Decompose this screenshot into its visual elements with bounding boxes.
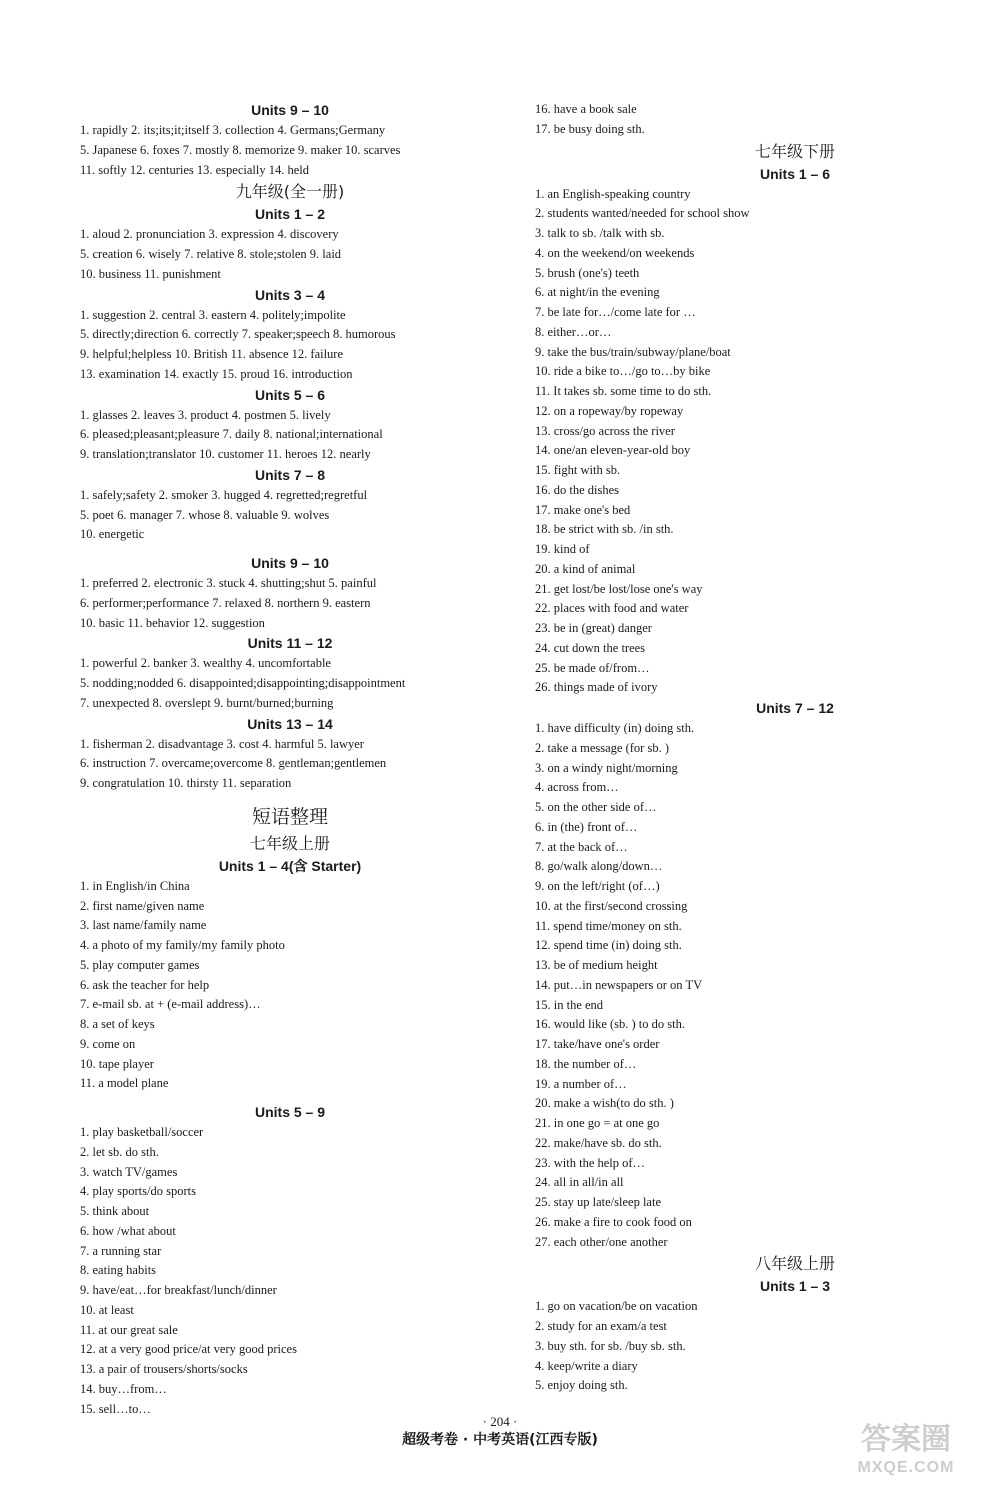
answer-line: 4. keep/write a diary [535, 1358, 638, 1373]
answer-line: 1. in English/in China [80, 878, 190, 893]
answer-line: 8. go/walk along/down… [535, 859, 663, 874]
watermark-cn-text: 答案圈 [861, 1422, 951, 1457]
answer-line: 12. on a ropeway/by ropeway [535, 403, 684, 418]
answer-line: 10. energetic [80, 527, 145, 542]
right-column [535, 100, 955, 1396]
answer-line: 1. glasses 2. leaves 3. product 4. postmen 5. lively [80, 407, 331, 422]
answer-line: 11. softly 12. centuries 13. especially 14. held [80, 162, 309, 177]
answer-line: 9. come on [80, 1036, 136, 1051]
answer-line: 6. performer;performance 7. relaxed 8. northern 9. eastern [80, 595, 371, 610]
answer-line: 1. powerful 2. banker 3. wealthy 4. uncomfortable [80, 656, 331, 671]
units-heading: Units 1 – 2 [254, 206, 326, 223]
answer-line: 7. a running star [80, 1243, 162, 1258]
answer-line: 5. play computer games [80, 957, 200, 972]
answer-line: 14. one/an eleven-year-old boy [535, 443, 691, 458]
page-number: · 204 · [482, 1414, 518, 1429]
answer-line: 5. think about [80, 1204, 150, 1218]
answer-line: 9. on the left/right (of…) [535, 879, 660, 893]
answer-line: 13. be of medium height [535, 958, 658, 972]
answer-line: 7. be late for…/come late for … [535, 305, 696, 319]
answer-line: 6. how /what about [80, 1223, 176, 1238]
answer-line: 1. an English-speaking country [535, 186, 691, 201]
answer-line: 10. ride a bike to…/go to…by bike [535, 364, 711, 379]
units-heading: Units 7 – 8 [254, 466, 326, 483]
left-column [80, 100, 500, 1419]
answer-line: 11. at our great sale [80, 1322, 178, 1337]
answer-line: 12. at a very good price/at very good prices [80, 1342, 297, 1357]
answer-line: 1. safely;safety 2. smoker 3. hugged 4. regretted;regretful [80, 487, 368, 502]
answer-line: 1. aloud 2. pronunciation 3. expression 4. discovery [80, 227, 339, 242]
book-title: 超级考卷 · 中考英语(江西专版) [402, 1432, 598, 1448]
grade-heading: 九年级(全一册) [235, 182, 345, 202]
answer-line: 5. directly;direction 6. correctly 7. speaker;speech 8. humorous [80, 327, 396, 342]
answer-line: 20. a kind of animal [535, 561, 636, 576]
answer-line: 7. e-mail sb. at + (e-mail address)… [80, 997, 261, 1012]
answer-line: 17. take/have one's order [535, 1037, 660, 1051]
answer-line: 18. be strict with sb. /in sth. [535, 522, 674, 537]
answer-line: 5. creation 6. wisely 7. relative 8. stole;stolen 9. laid [80, 247, 342, 261]
units-heading: Units 9 – 10 [251, 102, 329, 118]
answer-line: 4. across from… [535, 780, 619, 795]
answer-line: 6. in (the) front of… [535, 819, 638, 834]
answer-line: 25. stay up late/sleep late [535, 1195, 662, 1209]
units-heading: Units 3 – 4 [254, 286, 326, 303]
answer-line: 10. at the first/second crossing [535, 898, 688, 913]
answer-line: 8. either…or… [535, 324, 612, 339]
watermark-logo [826, 1422, 986, 1486]
answer-line: 15. in the end [535, 997, 604, 1012]
answer-line: 21. get lost/be lost/lose one's way [535, 581, 703, 596]
answer-line: 1. play basketball/soccer [80, 1125, 204, 1139]
answer-line: 2. take a message (for sb. ) [535, 740, 669, 755]
units-heading: Units 1 – 4(含 Starter) [218, 857, 362, 874]
answer-line: 14. put…in newspapers or on TV [535, 977, 703, 992]
units-heading: Units 1 – 3 [759, 1278, 831, 1295]
answer-line: 6. ask the teacher for help [80, 977, 210, 992]
answer-line: 16. have a book sale [535, 102, 637, 116]
answer-line: 3. talk to sb. /talk with sb. [535, 226, 665, 240]
answer-line: 10. at least [80, 1302, 134, 1317]
answer-line: 15. fight with sb. [535, 463, 621, 477]
answer-line: 17. make one's bed [535, 502, 631, 517]
answer-line: 4. a photo of my family/my family photo [80, 938, 285, 952]
units-heading: Units 13 – 14 [247, 715, 333, 732]
answer-line: 3. on a windy night/morning [535, 760, 678, 775]
answer-line: 2. first name/given name [80, 898, 205, 913]
answer-line: 22. make/have sb. do sth. [535, 1135, 662, 1150]
section-heading: 短语整理 [251, 805, 328, 828]
answer-line: 9. translation;translator 10. customer 11. heroes 12. nearly [80, 447, 371, 461]
answer-line: 5. on the other side of… [535, 800, 657, 814]
answer-line: 8. a set of keys [80, 1017, 155, 1031]
units-heading: Units 9 – 10 [251, 555, 329, 571]
answer-line: 1. have difficulty (in) doing sth. [535, 721, 695, 735]
answer-line: 6. at night/in the evening [535, 285, 660, 300]
answer-line: 13. examination 14. exactly 15. proud 16. introduction [80, 366, 353, 381]
units-heading: Units 7 – 12 [756, 700, 834, 716]
answer-line: 23. with the help of… [535, 1155, 646, 1170]
answer-line: 1. go on vacation/be on vacation [535, 1299, 698, 1314]
answer-line: 12. spend time (in) doing sth. [535, 938, 682, 953]
spacer [80, 1094, 500, 1102]
answer-line: 8. eating habits [80, 1263, 157, 1278]
answer-line: 13. a pair of trousers/shorts/socks [80, 1362, 248, 1376]
answer-line: 9. helpful;helpless 10. British 11. absence 12. failure [80, 347, 344, 361]
answer-line: 13. cross/go across the river [535, 423, 675, 438]
units-heading: Units 11 – 12 [247, 635, 333, 652]
answer-line: 26. things made of ivory [535, 680, 658, 695]
answer-line: 25. be made of/from… [535, 660, 650, 675]
answer-line: 9. have/eat…for breakfast/lunch/dinner [80, 1283, 277, 1297]
answer-line: 5. nodding;nodded 6. disappointed;disappointing;disappointment [80, 676, 406, 690]
answer-line: 19. kind of [535, 542, 590, 556]
answer-line: 21. in one go = at one go [535, 1116, 660, 1130]
answer-line: 14. buy…from… [80, 1381, 167, 1396]
answer-line: 10. tape player [80, 1056, 154, 1071]
grade-heading: 七年级上册 [249, 833, 330, 853]
answer-line: 7. at the back of… [535, 839, 628, 854]
answer-line: 22. places with food and water [535, 601, 689, 616]
answer-line: 2. study for an exam/a test [535, 1319, 667, 1333]
answer-line: 7. unexpected 8. overslept 9. burnt/burned;burning [80, 695, 334, 710]
units-heading: Units 5 – 6 [254, 386, 326, 403]
answer-line: 1. rapidly 2. its;its;it;itself 3. collection 4. Germans;Germany [80, 123, 386, 137]
answer-line: 10. business 11. punishment [80, 266, 221, 281]
answer-line: 24. all in all/in all [535, 1175, 624, 1190]
answer-line: 1. fisherman 2. disadvantage 3. cost 4. harmful 5. lawyer [80, 736, 364, 751]
answer-line: 5. enjoy doing sth. [535, 1378, 628, 1393]
answer-line: 3. buy sth. for sb. /buy sb. sth. [535, 1338, 686, 1353]
answer-line: 2. students wanted/needed for school show [535, 206, 750, 221]
answer-line: 3. last name/family name [80, 918, 207, 933]
units-heading: Units 1 – 6 [759, 165, 831, 182]
units-heading: Units 5 – 9 [254, 1104, 326, 1120]
spacer [80, 545, 500, 553]
answer-line: 11. a model plane [80, 1076, 169, 1091]
answer-line: 11. It takes sb. some time to do sth. [535, 384, 712, 398]
answer-line: 1. suggestion 2. central 3. eastern 4. politely;impolite [80, 307, 346, 322]
answer-line: 5. Japanese 6. foxes 7. mostly 8. memorize 9. maker 10. scarves [80, 142, 401, 157]
answer-line: 4. play sports/do sports [80, 1184, 196, 1199]
answer-line: 5. poet 6. manager 7. whose 8. valuable 9. wolves [80, 507, 330, 522]
grade-heading: 七年级下册 [754, 141, 835, 161]
answer-line: 9. congratulation 10. thirsty 11. separation [80, 776, 292, 790]
answer-line: 20. make a wish(to do sth. ) [535, 1096, 674, 1111]
answer-line: 27. each other/one another [535, 1234, 668, 1249]
watermark-en-text: MXQE.COM [857, 1459, 955, 1476]
answer-line: 2. let sb. do sth. [80, 1144, 159, 1159]
answer-line: 6. pleased;pleasant;pleasure 7. daily 8. national;international [80, 427, 383, 442]
answer-line: 16. would like (sb. ) to do sth. [535, 1017, 685, 1032]
answer-line: 3. watch TV/games [80, 1164, 178, 1179]
answer-line: 9. take the bus/train/subway/plane/boat [535, 344, 731, 359]
answer-line: 24. cut down the trees [535, 640, 646, 655]
answer-line: 1. preferred 2. electronic 3. stuck 4. shutting;shut 5. painful [80, 576, 377, 590]
answer-line: 18. the number of… [535, 1056, 637, 1071]
answer-line: 16. do the dishes [535, 482, 620, 497]
answer-line: 6. instruction 7. overcame;overcome 8. gentleman;gentlemen [80, 756, 387, 771]
answer-line: 5. brush (one's) teeth [535, 265, 640, 280]
answer-line: 19. a number of… [535, 1076, 627, 1091]
answer-line: 23. be in (great) danger [535, 621, 652, 635]
answer-line: 15. sell…to… [80, 1401, 151, 1416]
answer-line: 10. basic 11. behavior 12. suggestion [80, 615, 265, 630]
answer-line: 17. be busy doing sth. [535, 121, 645, 136]
answer-line: 11. spend time/money on sth. [535, 918, 682, 933]
answer-line: 26. make a fire to cook food on [535, 1214, 692, 1229]
answer-line: 4. on the weekend/on weekends [535, 245, 695, 260]
grade-heading: 八年级上册 [754, 1254, 835, 1274]
